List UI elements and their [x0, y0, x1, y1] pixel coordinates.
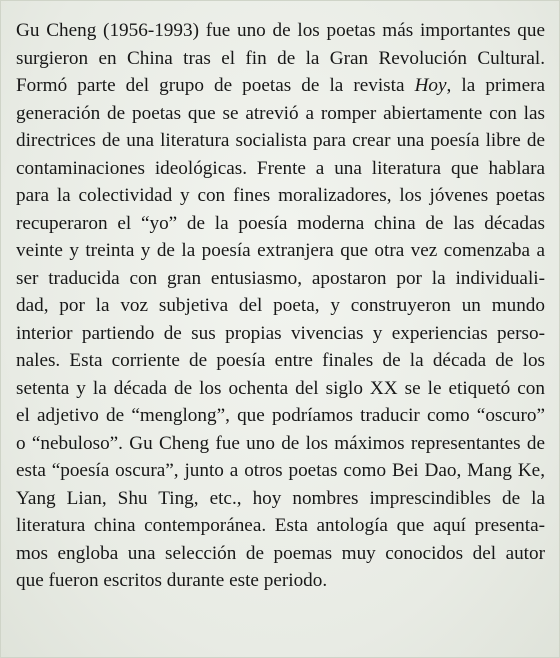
- text-line-3-after: , la primera: [446, 75, 545, 96]
- text-line-15: el adjetivo de “menglong”, que podríamos traducir como “oscuro”: [16, 405, 545, 426]
- text-line-3: [16, 72, 545, 100]
- text-line-12: interior partiendo de sus propias vivencias y experiencias perso-: [16, 322, 545, 344]
- text-line-3-before: Formó parte del grupo de poetas de la revista: [16, 75, 415, 96]
- text-line-2: surgieron en China tras el fin de la Gran Revolución Cultural.: [16, 47, 545, 69]
- text-line-8: recuperaron el “yo” de la poesía moderna china de las décadas: [16, 212, 545, 234]
- text-line-5: directrices de una literatura socialista para crear una poesía libre de: [16, 130, 545, 151]
- text-line-11: dad, por la voz subjetiva del poeta, y construyeron un mundo: [16, 295, 545, 316]
- journal-title-hoy: Hoy: [414, 75, 447, 96]
- text-line-4: generación de poetas que se atrevió a romper abiertamente con las: [16, 102, 545, 124]
- text-line-1: Gu Cheng (1956-1993) fue uno de los poetas más importantes que: [16, 20, 545, 41]
- text-line-13: nales. Esta corriente de poesía entre finales de la década de los: [16, 350, 545, 371]
- text-line-7: para la colectividad y con fines moralizadores, los jóvenes poetas: [16, 185, 545, 206]
- body-paragraph: [16, 17, 545, 595]
- text-line-10: ser traducida con gran entusiasmo, apostaron por la individuali-: [16, 267, 545, 289]
- text-line-18: Yang Lian, Shu Ting, etc., hoy nombres imprescindibles de la: [16, 487, 545, 509]
- text-line-6: contaminaciones ideológicas. Frente a una literatura que hablara: [16, 157, 545, 179]
- text-line-9: veinte y treinta y de la poesía extranjera que otra vez comenzaba a: [16, 240, 545, 261]
- text-line-17: esta “poesía oscura”, junto a otros poetas como Bei Dao, Mang Ke,: [16, 460, 545, 481]
- text-line-16: o “nebuloso”. Gu Cheng fue uno de los máximos representantes de: [16, 432, 545, 454]
- text-line-21: que fueron escritos durante este periodo.: [16, 570, 328, 591]
- text-line-14: setenta y la década de los ochenta del siglo XX se le etiquetó con: [16, 377, 545, 399]
- text-line-20: mos engloba una selección de poemas muy conocidos del autor: [16, 542, 545, 564]
- text-line-19: literatura china contemporánea. Esta antología que aquí presenta-: [16, 515, 545, 536]
